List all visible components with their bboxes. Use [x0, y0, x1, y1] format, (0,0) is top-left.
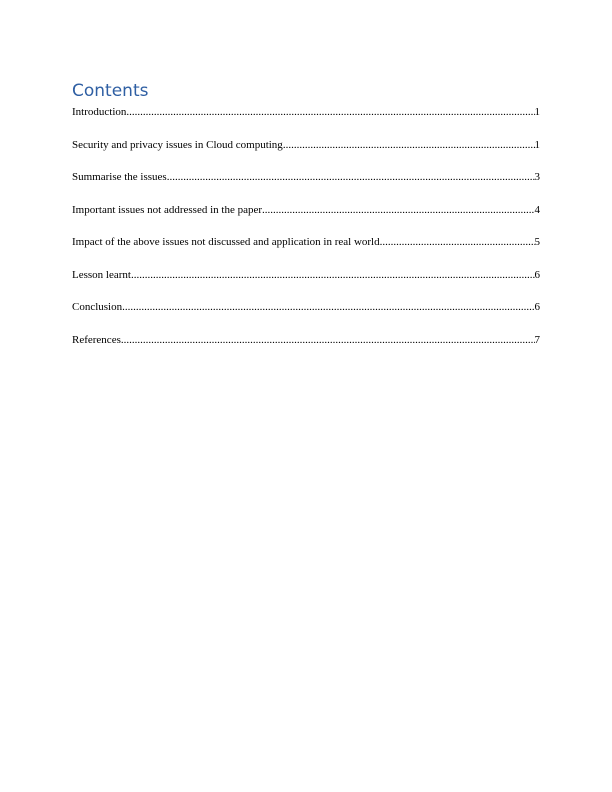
toc-heading: Contents	[72, 81, 149, 101]
toc-entry-title: Summarise the issues	[72, 171, 167, 183]
toc-entry-summarise-issues[interactable]	[72, 169, 540, 185]
toc-entry-important-issues[interactable]	[72, 202, 540, 218]
toc-dot-leader	[121, 332, 535, 348]
toc-page-number: 6	[534, 268, 540, 281]
toc-entry-security-privacy[interactable]	[72, 137, 540, 153]
toc-entry-title: Important issues not addressed in the paper	[72, 203, 263, 216]
toc-entry-introduction[interactable]	[72, 104, 540, 120]
toc-entry-title: References	[72, 333, 121, 346]
toc-entry-impact[interactable]	[72, 234, 540, 250]
toc-page-number: 5	[534, 236, 540, 248]
toc-entry-lesson-learnt[interactable]	[72, 267, 540, 283]
toc-page-number: 6	[534, 301, 540, 313]
table-of-contents	[72, 104, 540, 364]
toc-entry-references[interactable]	[72, 332, 540, 348]
toc-dot-leader	[122, 299, 534, 315]
toc-dot-leader	[262, 202, 534, 218]
toc-dot-leader	[380, 234, 535, 250]
toc-dot-leader	[126, 104, 534, 120]
toc-entry-title: Introduction	[72, 106, 127, 118]
toc-entry-title: Conclusion	[72, 301, 123, 313]
toc-page-number: 7	[534, 333, 540, 346]
toc-dot-leader	[167, 169, 535, 185]
toc-page-number: 3	[534, 171, 540, 183]
toc-page-number: 4	[534, 203, 540, 216]
toc-page-number: 1	[534, 106, 540, 118]
toc-dot-leader	[283, 137, 535, 153]
toc-entry-title: Security and privacy issues in Cloud computing	[72, 138, 283, 151]
toc-page-number: 1	[534, 138, 540, 151]
toc-entry-conclusion[interactable]	[72, 299, 540, 315]
toc-entry-title: Lesson learnt	[72, 268, 131, 281]
toc-dot-leader	[131, 267, 535, 283]
toc-entry-title: Impact of the above issues not discussed and application in real world	[72, 236, 380, 248]
